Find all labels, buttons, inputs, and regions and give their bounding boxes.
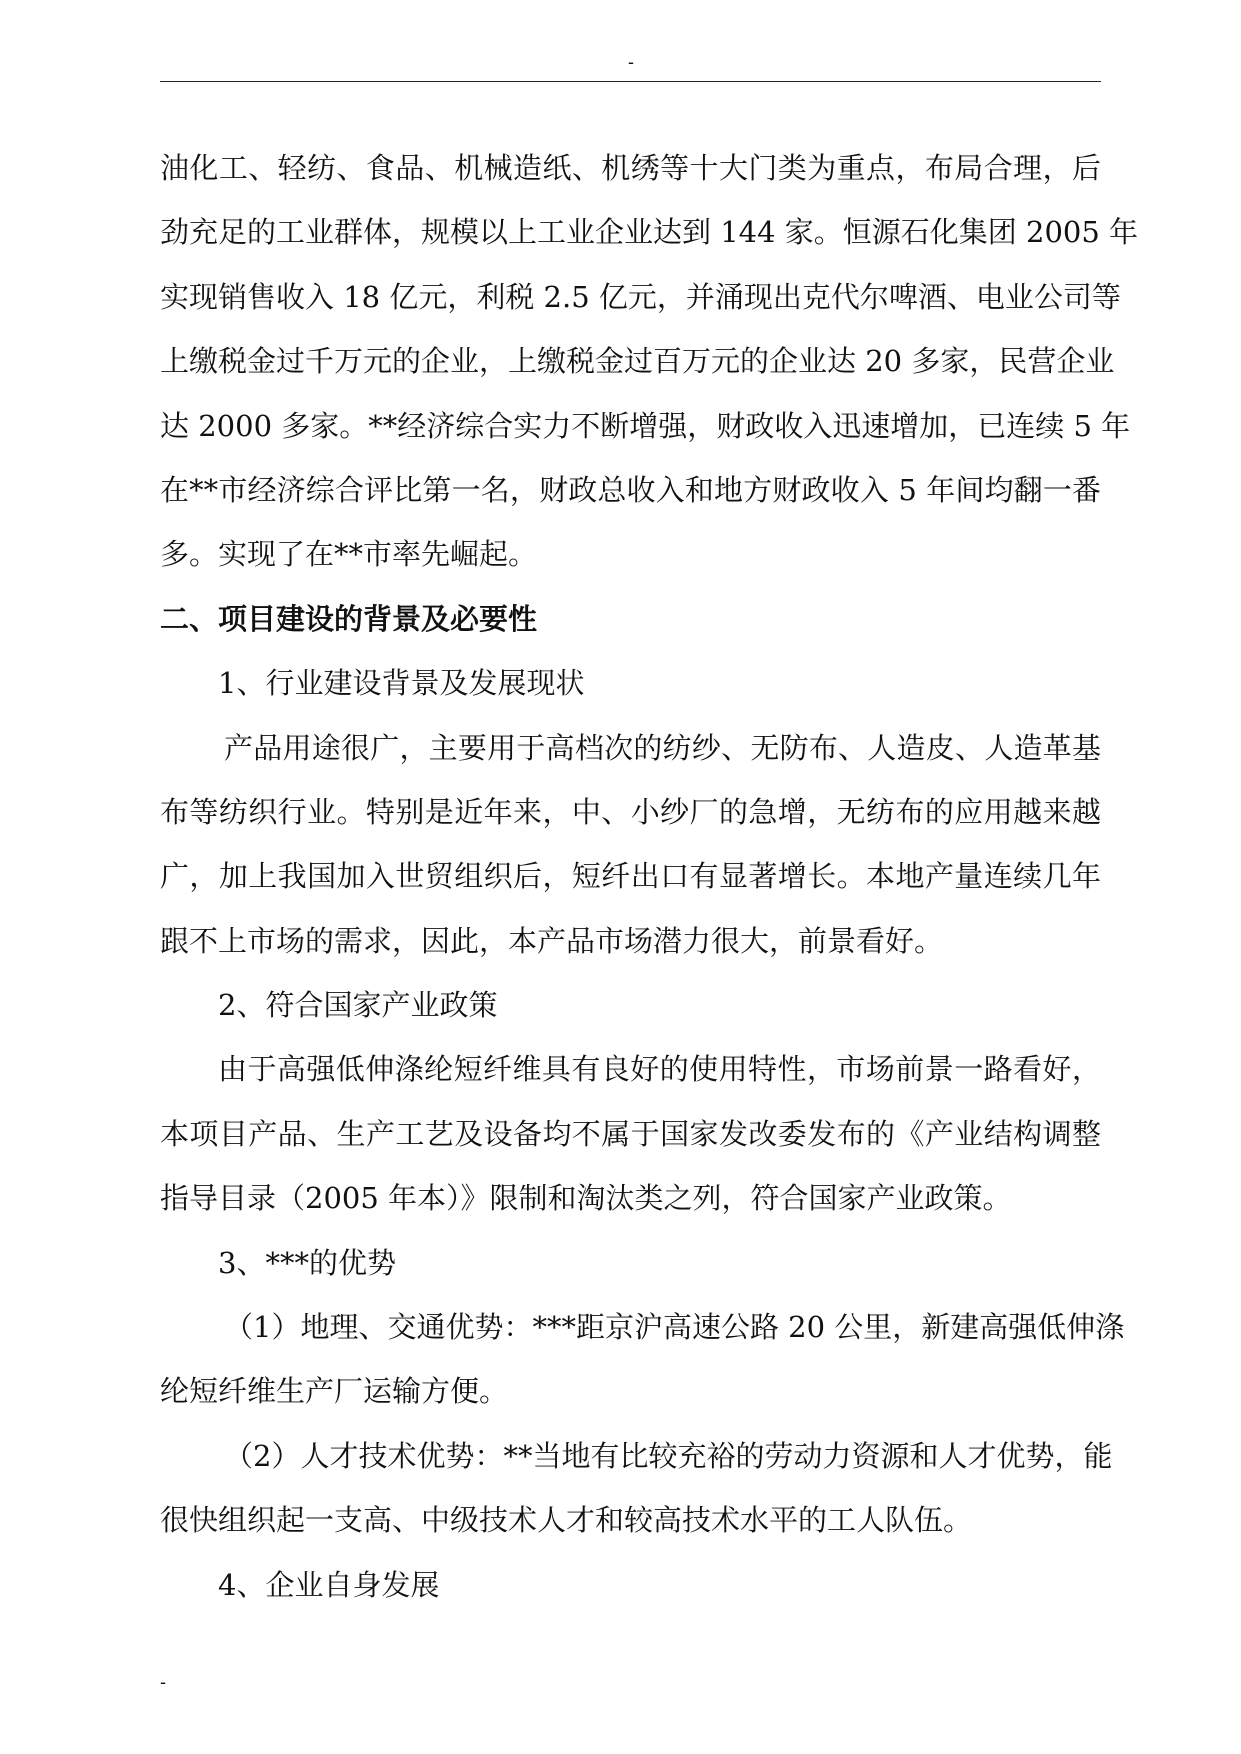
- header-mark: -: [628, 52, 634, 72]
- list-item-line: 很快组织起一支高、中级技术人才和较高技术水平的工人队伍。: [160, 1503, 973, 1538]
- footer-mark: -: [160, 1672, 166, 1692]
- paragraph-line: 由于高强低伸涤纶短纤维具有良好的使用特性，市场前景一路看好，: [218, 1052, 1101, 1087]
- paragraph-line: 上缴税金过千万元的企业，上缴税金过百万元的企业达 20 多家，民营企业: [160, 344, 1115, 379]
- paragraph-line: 多。实现了在**市率先崛起。: [160, 537, 538, 572]
- paragraph-line: 广，加上我国加入世贸组织后，短纤出口有显著增长。本地产量连续几年: [160, 859, 1101, 894]
- section-heading: 二、项目建设的背景及必要性: [160, 601, 538, 636]
- paragraph-line: 劲充足的工业群体，规模以上工业企业达到 144 家。恒源石化集团 2005 年: [160, 215, 1139, 250]
- paragraph-line: 实现销售收入 18 亿元，利税 2.5 亿元，并涌现出克代尔啤酒、电业公司等: [160, 279, 1121, 314]
- document-body: [160, 136, 1139, 1617]
- subsection-heading: 4、企业自身发展: [218, 1567, 440, 1602]
- paragraph-line: 达 2000 多家。**经济综合实力不断增强，财政收入迅速增加，已连续 5 年: [160, 408, 1131, 443]
- paragraph-line: 在**市经济综合评比第一名，财政总收入和地方财政收入 5 年间均翻一番: [160, 472, 1101, 507]
- subsection-heading: 1、行业建设背景及发展现状: [218, 666, 585, 701]
- list-item-line: 纶短纤维生产厂运输方便。: [160, 1374, 509, 1409]
- paragraph-line: 本项目产品、生产工艺及设备均不属于国家发改委发布的《产业结构调整: [160, 1116, 1101, 1151]
- paragraph-line: 跟不上市场的需求，因此，本产品市场潜力很大，前景看好。: [160, 923, 944, 958]
- subsection-heading: 2、符合国家产业政策: [218, 988, 498, 1023]
- paragraph-line: 产品用途很广，主要用于高档次的纺纱、无防布、人造皮、人造革基: [224, 730, 1101, 765]
- subsection-heading: 3、***的优势: [218, 1245, 396, 1280]
- paragraph-line: 指导目录（2005 年本）》限制和淘汰类之列，符合国家产业政策。: [160, 1181, 1012, 1216]
- header-rule: [160, 81, 1101, 82]
- paragraph-line: 油化工、轻纺、食品、机械造纸、机绣等十大门类为重点，布局合理，后: [160, 151, 1101, 185]
- list-item-line: （1）地理、交通优势：***距京沪高速公路 20 公里，新建高强低伸涤: [224, 1310, 1125, 1345]
- list-item-line: （2）人才技术优势：**当地有比较充裕的劳动力资源和人才优势，能: [224, 1438, 1113, 1473]
- paragraph-line: 布等纺织行业。特别是近年来，中、小纱厂的急增，无纺布的应用越来越: [160, 794, 1101, 829]
